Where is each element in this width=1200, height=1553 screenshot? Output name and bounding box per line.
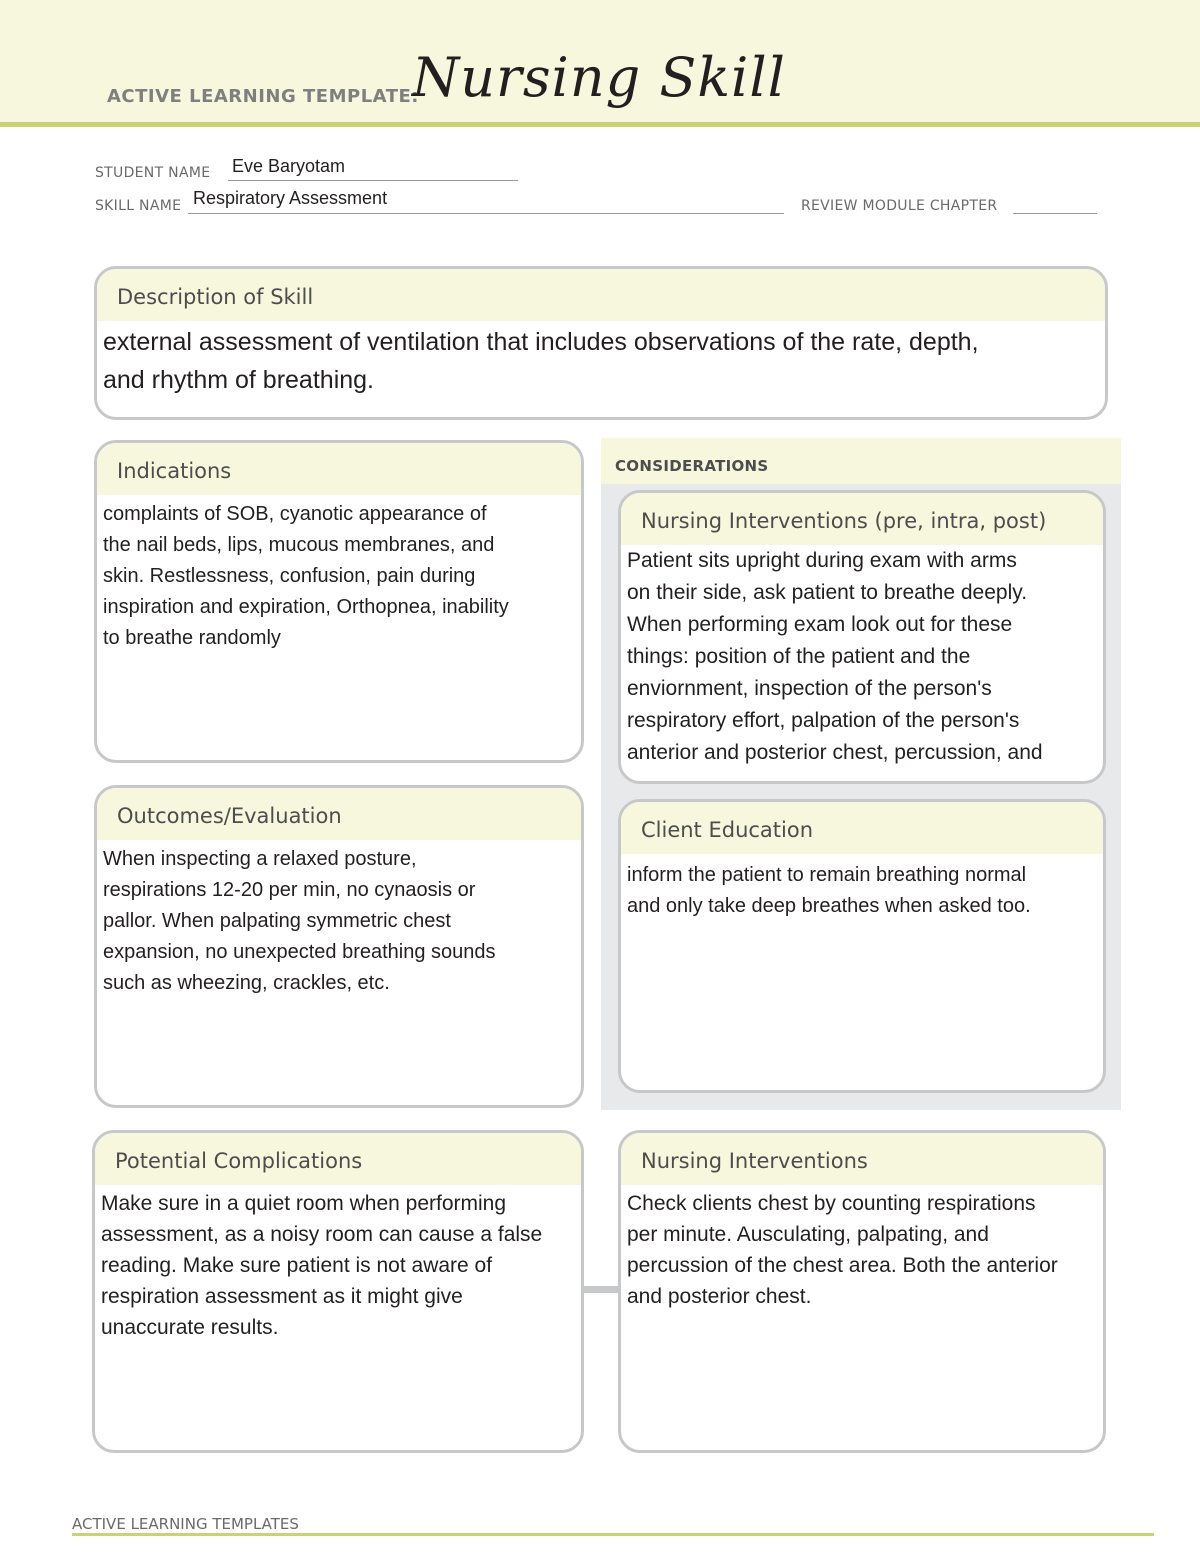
review-module-label: REVIEW MODULE CHAPTER (801, 198, 998, 214)
considerations-label: CONSIDERATIONS (615, 457, 769, 475)
outcomes-heading: Outcomes/Evaluation (97, 788, 581, 840)
interventions-text[interactable]: Check clients chest by counting respirations per minute. Ausculating, palpating, and percussion of the chest area. Both the anterior and posterior chest. (627, 1192, 1058, 1308)
complications-text[interactable]: Make sure in a quiet room when performing assessment, as a noisy room can cause a false reading. Make sure patient is not aware of respiration assessment as it might give unaccurate results. (101, 1192, 543, 1339)
skill-name-field[interactable]: Respiratory Assessment (193, 188, 388, 208)
skill-name-underline (188, 213, 784, 214)
student-name-label: STUDENT NAME (95, 165, 211, 181)
client-education-heading: Client Education (621, 802, 1103, 854)
description-box (94, 266, 1108, 420)
indications-text[interactable]: complaints of SOB, cyanotic appearance of the nail beds, lips, mucous membranes, and skin. Restlessness, confusion, pain during inspiration and expiration, Orthopnea, inability to breathe randomly (103, 503, 509, 649)
footer-divider (72, 1533, 1154, 1536)
interventions-heading: Nursing Interventions (621, 1133, 1103, 1185)
box-connector (582, 1286, 622, 1293)
nursing-interventions-pre-heading: Nursing Interventions (pre, intra, post) (621, 493, 1103, 545)
client-education-text[interactable]: inform the patient to remain breathing normal and only take deep breathes when asked too. (627, 864, 1031, 917)
client-education-box (618, 799, 1106, 1093)
interventions-box (618, 1130, 1106, 1453)
nursing-interventions-pre-text[interactable]: Patient sits upright during exam with arms on their side, ask patient to breathe deeply. When performing exam look out for these things: position of the patient and the enviornment, inspection of the person's respiratory effort, palpation of the person's anterior and posterior chest, percussion, and (627, 549, 1043, 764)
outcomes-text[interactable]: When inspecting a relaxed posture, respirations 12-20 per min, no cynaosis or pallor. When palpating symmetric chest expansion, no unexpected breathing sounds such as wheezing, crackles, etc. (103, 848, 496, 994)
header-divider (0, 122, 1200, 127)
footer-label: ACTIVE LEARNING TEMPLATES (72, 1515, 299, 1533)
template-title: Nursing Skill (412, 46, 786, 109)
nursing-interventions-pre-box (618, 490, 1106, 784)
description-text[interactable]: external assessment of ventilation that includes observations of the rate, depth, and rhythm of breathing. (103, 328, 979, 394)
description-heading: Description of Skill (97, 269, 1105, 321)
student-name-field[interactable]: Eve Baryotam (232, 156, 346, 176)
outcomes-box (94, 785, 584, 1108)
complications-heading: Potential Complications (95, 1133, 581, 1185)
complications-box (92, 1130, 584, 1453)
skill-name-label: SKILL NAME (95, 198, 182, 214)
template-label: ACTIVE LEARNING TEMPLATE: (107, 86, 419, 107)
review-module-field[interactable] (1013, 213, 1097, 214)
indications-heading: Indications (97, 443, 581, 495)
student-name-underline (228, 180, 518, 181)
indications-box (94, 440, 584, 763)
